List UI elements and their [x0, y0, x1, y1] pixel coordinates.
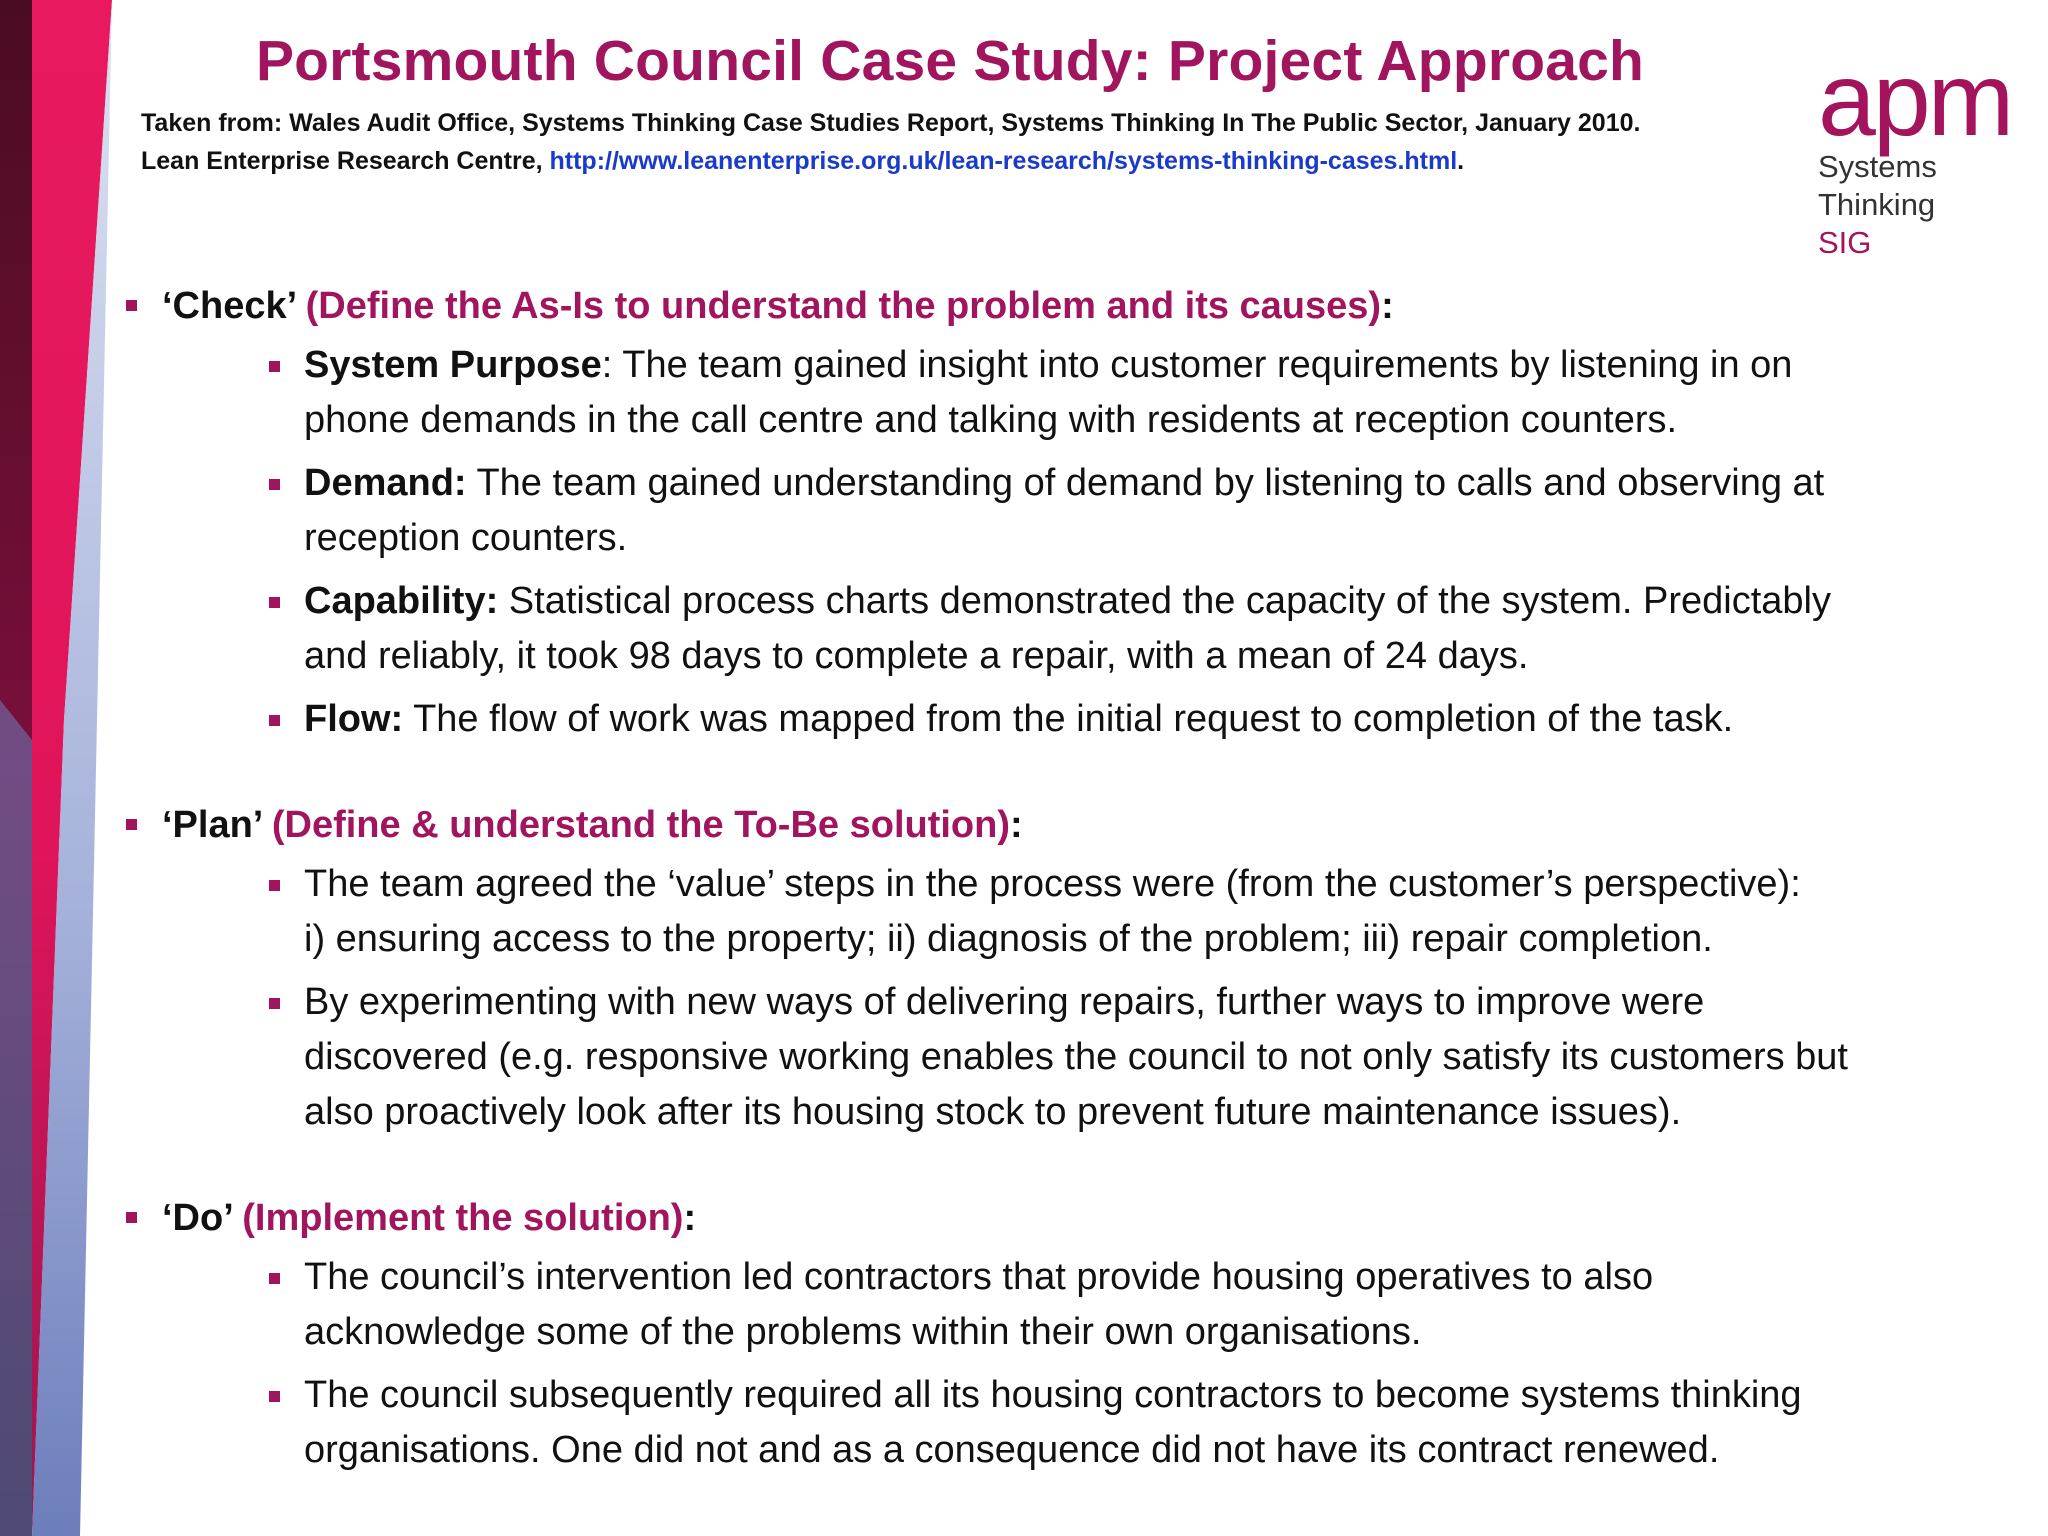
list-item	[264, 857, 1964, 967]
source-line-2	[141, 142, 1791, 180]
item-text: The team gained understanding of demand by listening to calls and observing at	[466, 462, 1825, 504]
source-link[interactable]: http://www.leanenterprise.org.uk/lean-research/systems-thinking-cases.html	[549, 147, 1458, 175]
item-term: Demand:	[304, 462, 467, 504]
square-bullet-icon	[269, 715, 280, 726]
square-bullet-icon	[269, 1273, 280, 1284]
section-do	[124, 1190, 1964, 1478]
apm-logo	[1818, 42, 2028, 262]
item-text: By experimenting with new ways of delivering repairs, further ways to improve were	[304, 981, 1705, 1023]
list-item	[264, 574, 1964, 684]
square-bullet-icon	[269, 597, 280, 608]
list-item	[264, 1250, 1964, 1360]
section-plan	[124, 797, 1964, 1140]
item-term: System Purpose	[304, 344, 602, 386]
logo-mark: apm	[1818, 42, 2012, 158]
section-heading	[124, 278, 1964, 334]
bullet-list	[124, 1250, 1964, 1478]
list-item	[264, 975, 1964, 1140]
source-citation	[141, 104, 1791, 180]
square-bullet-icon	[126, 819, 137, 830]
square-bullet-icon	[269, 880, 280, 891]
page-title: Portsmouth Council Case Study: Project Approach	[255, 29, 1645, 93]
item-term: Capability:	[304, 580, 499, 622]
decorative-side-band	[0, 0, 120, 1536]
list-item	[264, 338, 1964, 448]
section-colon: :	[683, 1197, 697, 1239]
square-bullet-icon	[126, 300, 137, 311]
item-text: The team agreed the ‘value’ steps in the process were (from the customer’s perspective):	[304, 863, 1801, 905]
item-term: Flow:	[304, 698, 404, 740]
item-text: i) ensuring access to the property; ii) diagnosis of the problem; iii) repair completion.	[304, 918, 1713, 960]
source-line-1: Taken from: Wales Audit Office, Systems Thinking Case Studies Report, Systems Thinking In The Public Sector, January 2010.	[141, 109, 1641, 137]
bullet-list	[124, 338, 1964, 747]
item-text: Statistical process charts demonstrated the capacity of the system. Predictably	[498, 580, 1831, 622]
logo-line-thinking: Thinking	[1818, 187, 1936, 222]
item-text: The flow of work was mapped from the initial request to completion of the task.	[403, 698, 1734, 740]
item-text: also proactively look after its housing stock to prevent future maintenance issues).	[304, 1091, 1682, 1133]
item-text: The council subsequently required all its housing contractors to become systems thinking	[304, 1374, 1802, 1416]
section-check	[124, 278, 1964, 747]
list-item	[264, 1368, 1964, 1478]
item-text: and reliably, it took 98 days to complete a repair, with a mean of 24 days.	[304, 635, 1529, 677]
item-text: organisations. One did not and as a consequence did not have its contract renewed.	[304, 1429, 1720, 1471]
square-bullet-icon	[269, 361, 280, 372]
square-bullet-icon	[269, 1391, 280, 1402]
section-heading	[124, 1190, 1964, 1246]
item-text: discovered (e.g. responsive working enables the council to not only satisfy its customers but	[304, 1036, 1848, 1078]
item-text: reception counters.	[304, 517, 628, 559]
slide-body	[124, 278, 1964, 1486]
item-text: The council’s intervention led contractors that provide housing operatives to also	[304, 1256, 1654, 1298]
section-label: ‘Check’	[162, 285, 296, 327]
bullet-list	[124, 857, 1964, 1140]
logo-line-systems: Systems	[1818, 149, 1937, 184]
source-period: .	[1457, 147, 1465, 175]
list-item	[264, 692, 1964, 747]
square-bullet-icon	[269, 479, 280, 490]
section-heading	[124, 797, 1964, 853]
item-text: acknowledge some of the problems within their own organisations.	[304, 1311, 1422, 1353]
square-bullet-icon	[126, 1212, 137, 1223]
section-description: (Implement the solution)	[242, 1197, 684, 1239]
list-item	[264, 456, 1964, 566]
section-colon: :	[1381, 285, 1394, 327]
item-text: phone demands in the call centre and talking with residents at reception counters.	[304, 399, 1678, 441]
section-label: ‘Do’	[162, 1197, 232, 1239]
square-bullet-icon	[269, 998, 280, 1009]
section-colon: :	[1010, 804, 1023, 846]
logo-line-sig: SIG	[1818, 225, 1872, 260]
section-description: (Define & understand the To-Be solution)	[271, 804, 1011, 846]
source-org: Lean Enterprise Research Centre,	[141, 147, 550, 175]
section-label: ‘Plan’	[162, 804, 262, 846]
item-text: : The team gained insight into customer requirements by listening in on	[601, 344, 1793, 386]
section-description: (Define the As-Is to understand the problem and its causes)	[305, 285, 1382, 327]
